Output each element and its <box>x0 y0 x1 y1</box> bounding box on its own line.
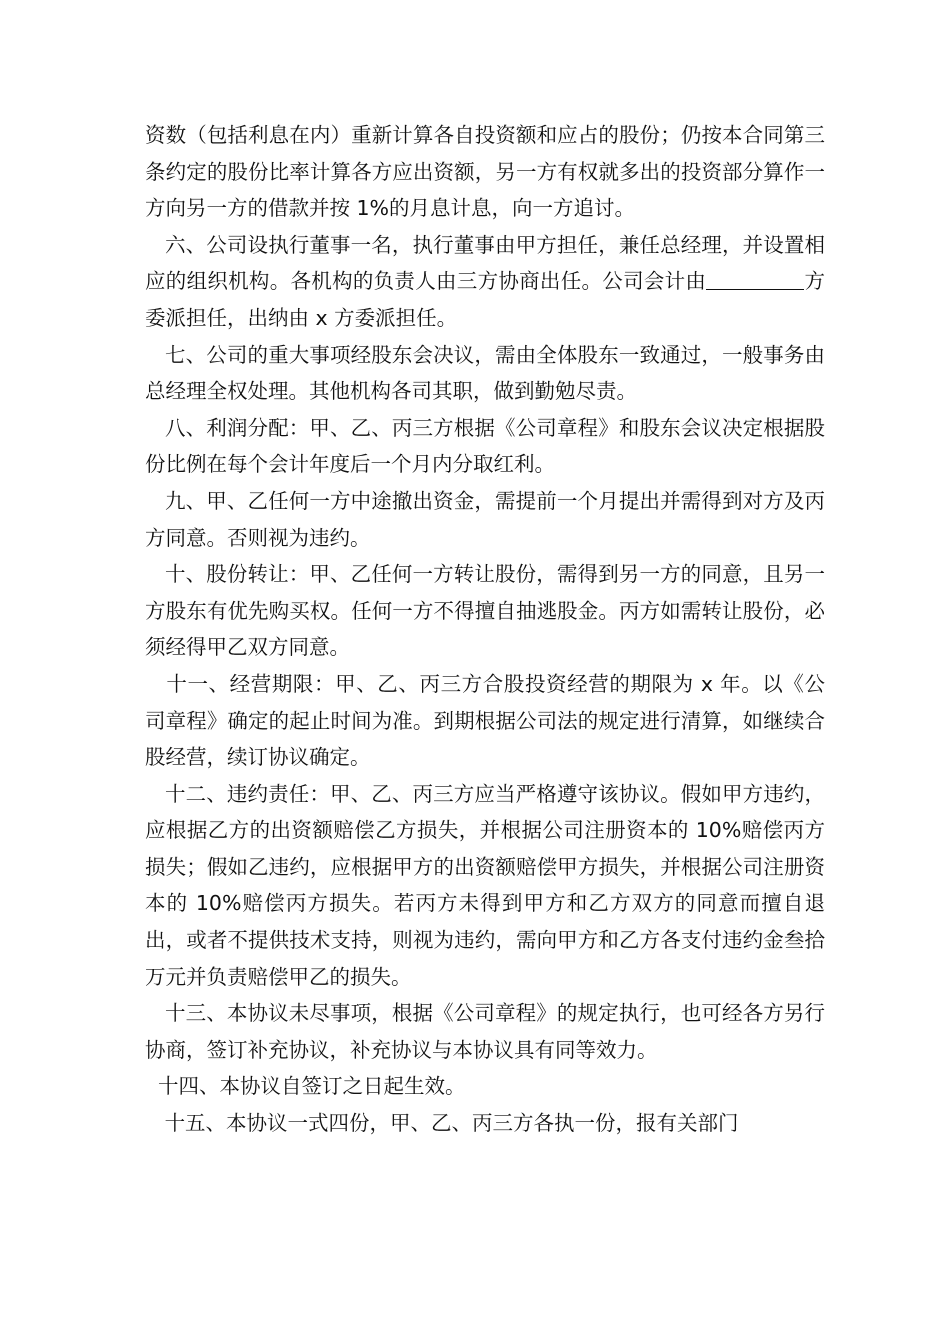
paragraph-continuation: 资数（包括利息在内）重新计算各自投资额和应占的股份；仍按本合同第三条约定的股份比率计算各方应出资额，另一方有权就多出的投资部分算作一方向另一方的借款并按 1%的月息计息，向一方追讨。 <box>145 123 825 221</box>
paragraph-article-13: 十三、本协议未尽事项，根据《公司章程》的规定执行，也可经各方另行协商，签订补充协议，补充协议与本协议具有同等效力。 <box>145 1001 825 1062</box>
paragraph-article-11: 十一、经营期限：甲、乙、丙三方合股投资经营的期限为 x 年。以《公司章程》确定的起止时间为准。到期根据公司法的规定进行清算，如继续合股经营，续订协议确定。 <box>145 671 825 770</box>
paragraph-article-10: 十、股份转让：甲、乙任何一方转让股份，需得到另一方的同意，且另一方股东有优先购买权。任何一方不得擅自抽逃股金。丙方如需转让股份，必须经得甲乙双方同意。 <box>145 562 825 660</box>
paragraph-article-14: 十四、本协议自签订之日起生效。 <box>145 1074 466 1099</box>
paragraph-article-8: 八、利润分配：甲、乙、丙三方根据《公司章程》和股东会议决定根据股份比例在每个会计年度后一个月内分取红利。 <box>145 415 825 477</box>
paragraph-article-12: 十二、违约责任：甲、乙、丙三方应当严格遵守该协议。假如甲方违约，应根据乙方的出资额赔偿乙方损失，并根据公司注册资本的 10%赔偿丙方损失；假如乙违约，应根据甲方的出资额赔偿甲方损失，并根据公司注册资本的 10%赔偿丙方损失。若丙方未得到甲方和乙方双方的同意而擅自退出，或者不提供技术支持，则视为违约，需向甲方和乙方各支付违约金叁拾万元并负责赔偿甲乙的损失。 <box>145 781 825 989</box>
paragraph-article-15: 十五、本协议一式四份，甲、乙、丙三方各执一份，报有关部门 <box>145 1111 739 1136</box>
paragraph-article-9: 九、甲、乙任何一方中途撤出资金，需提前一个月提出并需得到对方及丙方同意。否则视为违约。 <box>145 488 825 550</box>
article-6-text: 六、公司设执行董事一名，执行董事由甲方担任，兼任总经理，并设置相应的组织机构。各机构的负责人由三方协商出任。公司会计由 <box>145 232 825 294</box>
paragraph-article-6 <box>145 227 825 337</box>
paragraph-article-7: 七、公司的重大事项经股东会决议，需由全体股东一致通过，一般事务由总经理全权处理。其他机构各司其职，做到勤勉尽责。 <box>145 342 825 404</box>
article-6-text-end: 方委派担任，出纳由 x 方委派担任。 <box>145 269 826 330</box>
accountant-blank-line <box>706 269 804 291</box>
document-body <box>145 117 825 1142</box>
